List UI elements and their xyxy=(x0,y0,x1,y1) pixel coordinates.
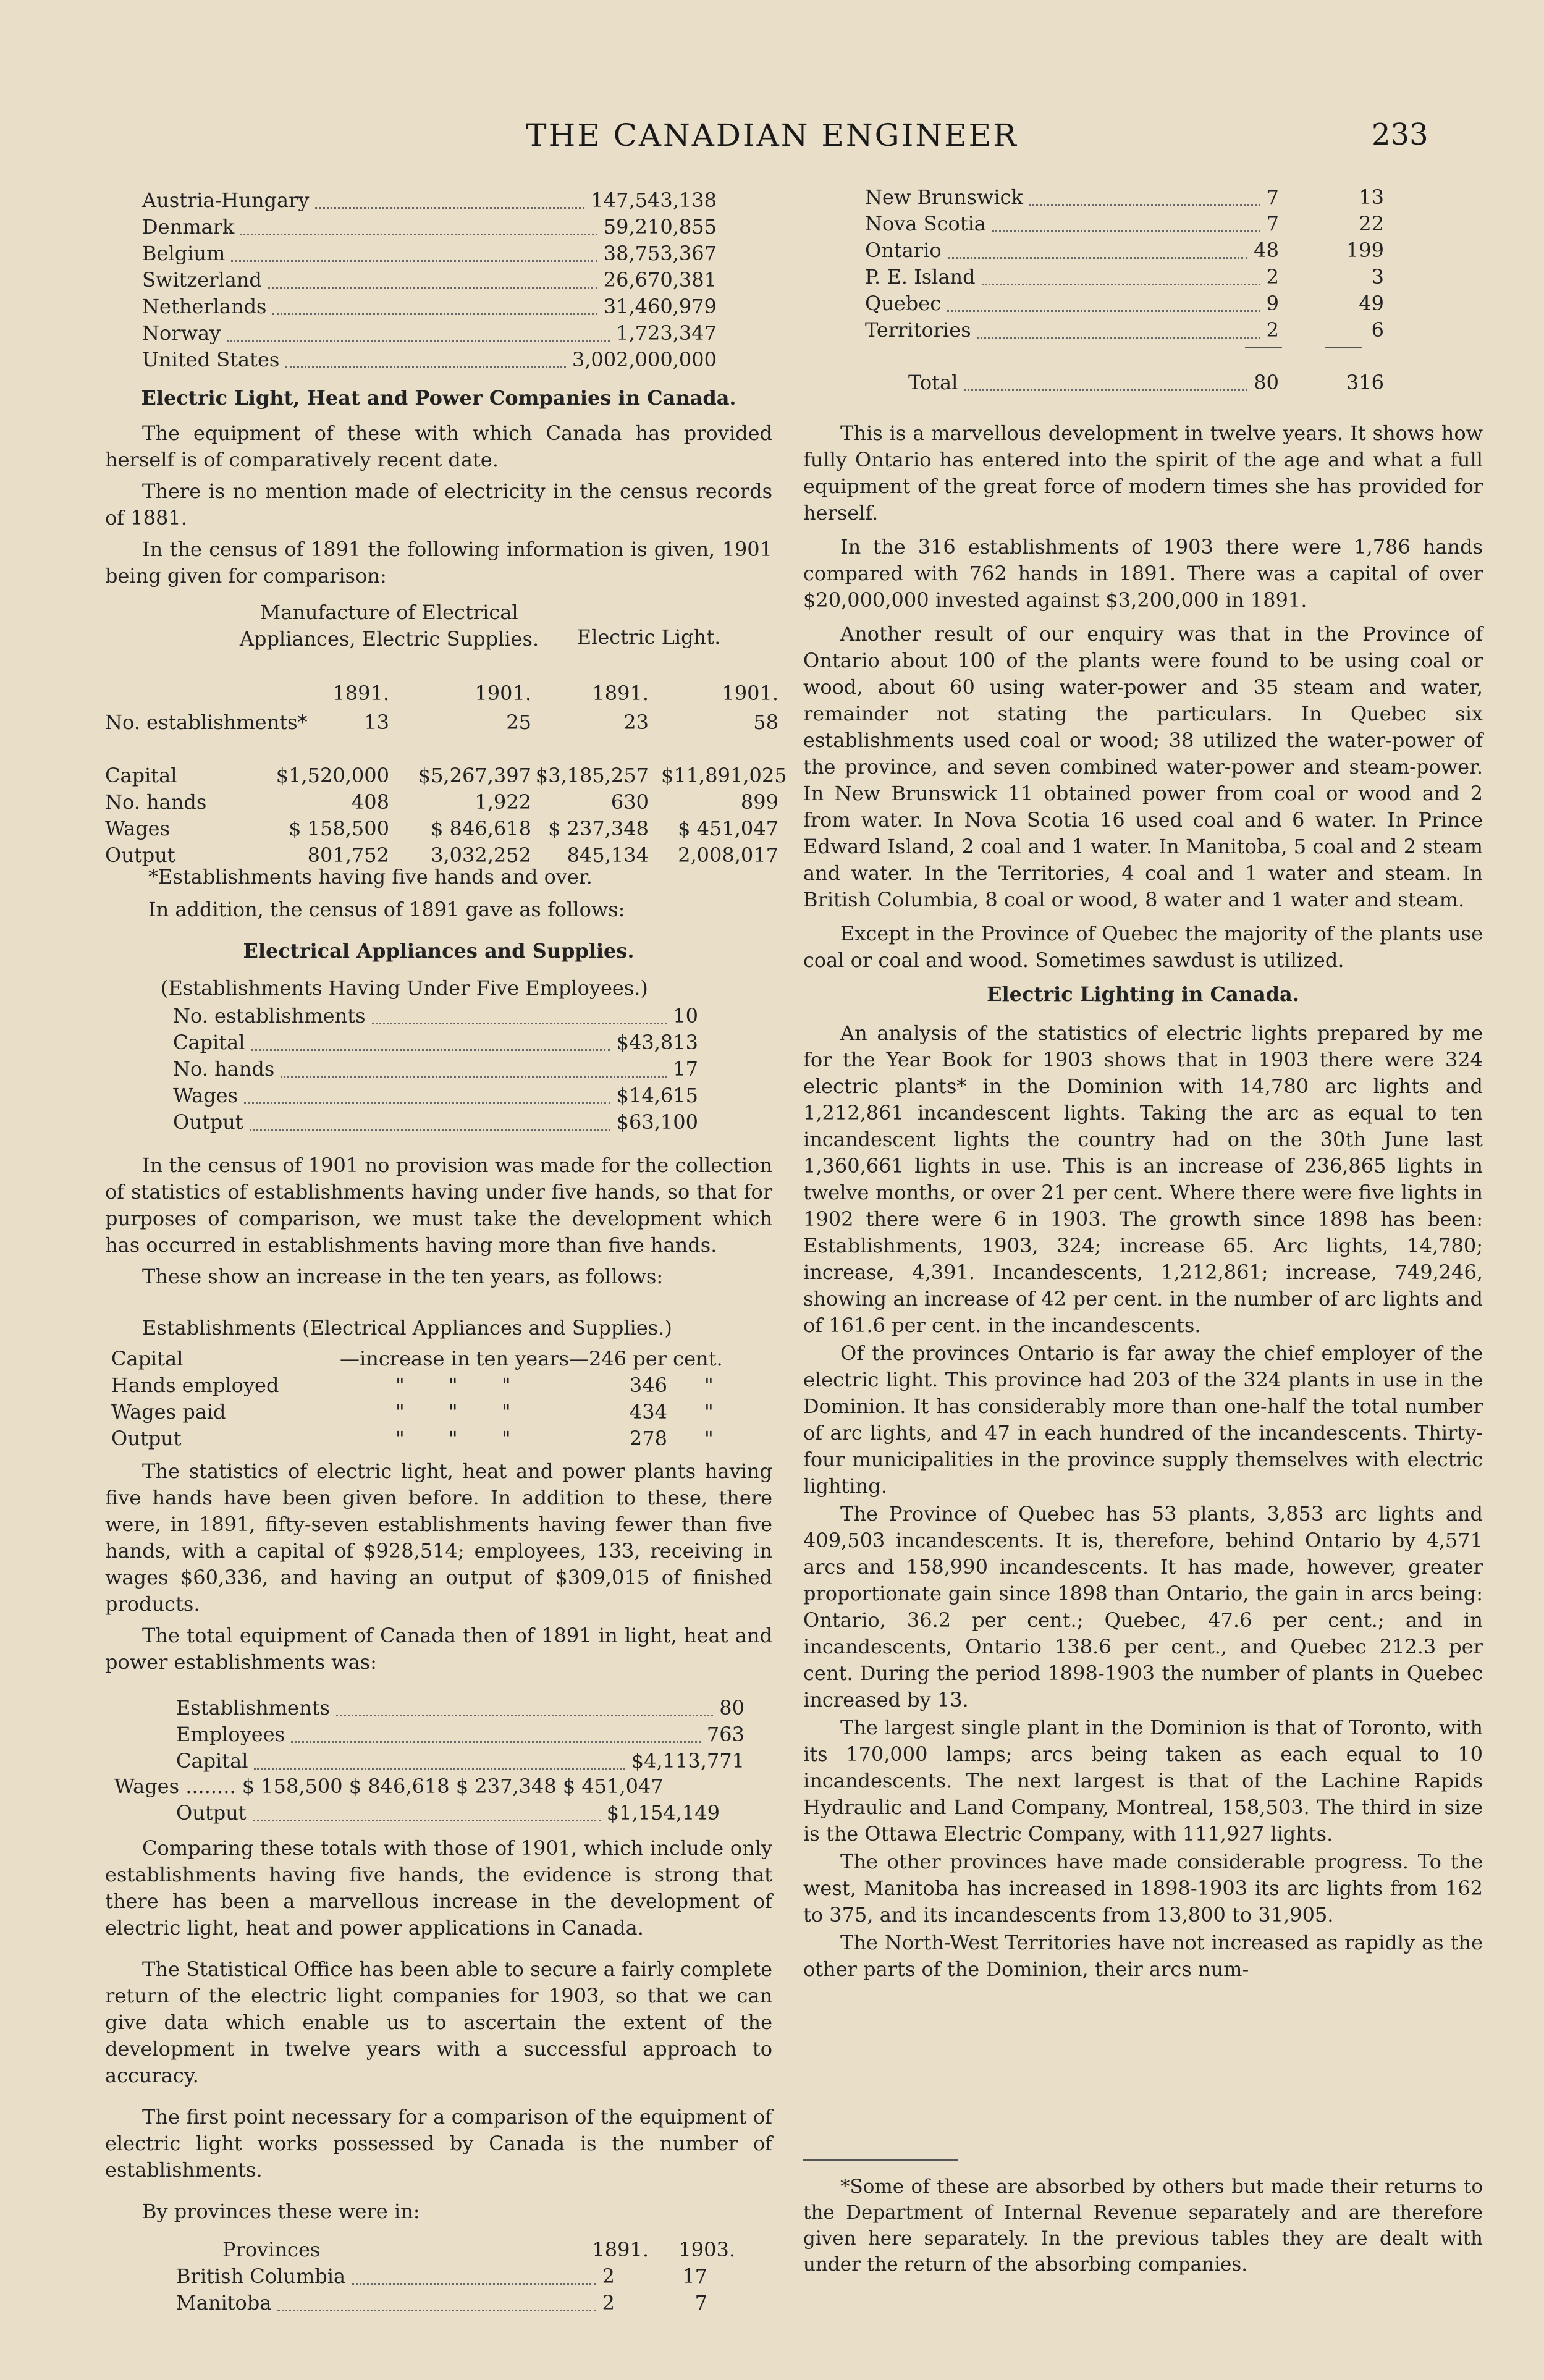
year-header: 1901. xyxy=(475,682,531,705)
item-label: P. E. Island xyxy=(865,265,976,289)
paragraph: Another result of our enquiry was that in the Province of Ontario about 100 of the plants were found to be using coal or wood, about 60 using water-power and 35 steam and water, remainder not stating the particulars. In Quebec six establishments used coal or wood; 38 utilized the water-power of the province, and seven combined water-power and steam-power. In New Brunswick 11 obtained power from coal or wood and 2 from water. In Nova Scotia 16 used coal and 6 water. In Prince Edward Island, 2 coal and 1 water. In Manitoba, 5 coal and 2 steam and water. In the Territories, 4 coal and 1 water and steam. In British Columbia, 8 coal or wood, 8 water and 1 water and steam. xyxy=(803,622,1483,911)
list-item xyxy=(865,185,1396,212)
item-value: 199 xyxy=(1346,238,1384,262)
list-item xyxy=(111,1347,772,1374)
paragraph: In addition, the census of 1891 gave as follows: xyxy=(148,898,625,921)
dot-leader xyxy=(982,265,1260,285)
paragraph: The equipment of these with which Canada has provided herself is of comparatively recent date. xyxy=(105,421,772,471)
cell: $5,267,397 xyxy=(418,764,531,787)
cell: 408 xyxy=(351,790,389,814)
cell: 58 xyxy=(753,711,778,734)
dot-leader xyxy=(291,1723,701,1743)
item-value: 2 xyxy=(1266,318,1279,342)
list-item xyxy=(176,1696,745,1723)
item-value: 31,460,979 xyxy=(603,295,717,318)
table-head-electric-light: Electric Light. xyxy=(576,625,721,649)
country-row xyxy=(142,348,717,374)
ditto-marks: " " " xyxy=(395,1400,511,1424)
cell: 899 xyxy=(740,790,778,814)
cell: 1,922 xyxy=(475,790,531,814)
item-label: Capital xyxy=(173,1031,245,1054)
list-item xyxy=(111,1400,772,1427)
item-label: Territories xyxy=(865,318,971,342)
paragraph: Comparing these totals with those of 1901, which include only establishments having five hands, the evidence is strong that there has been a marvellous increase in the development of electric light, heat and power applications in Canada. xyxy=(105,1836,772,1939)
item-value: 49 xyxy=(1359,292,1384,315)
paragraph: The Statistical Office has been able to secure a fairly complete return of the electric light companies for 1903, so that we can give data which enable us to ascertain the extent of the development in twelve years with a successful approach to accuracy. xyxy=(105,1957,772,2087)
dot-leader xyxy=(277,2291,596,2311)
left-middle-paragraphs xyxy=(105,1152,772,1295)
country-row xyxy=(142,295,717,321)
right-paragraphs xyxy=(803,420,1483,1984)
row-label: Output xyxy=(105,843,175,867)
item-label: Norway xyxy=(142,321,221,345)
subheading: Establishments (Electrical Appliances and Supplies.) xyxy=(142,1316,672,1340)
paragraph: The North-West Territories have not increased as rapidly as the other parts of the Dominion, their arcs num- xyxy=(803,1931,1483,1981)
item-label: British Columbia xyxy=(176,2264,346,2288)
item-value: $14,615 xyxy=(616,1084,698,1107)
list-item xyxy=(173,1084,698,1110)
item-value: $1,154,149 xyxy=(606,1801,720,1825)
item-value: 80 xyxy=(719,1696,745,1720)
dot-leader xyxy=(254,1749,625,1770)
item-value: —increase in ten years—246 per cent. xyxy=(340,1347,723,1370)
row-label: Wages xyxy=(105,817,171,840)
paragraph: An analysis of the statistics of electric lights prepared by me for the Year Book for 1903 shows that in 1903 there were 324 electric plants* in the Dominion with 14,780 arc lights and 1,212,861 incandescent lights. Taking the arc as equal to ten incandescent lights the country had on the 30th June last 1,360,661 lights in use. This is an increase of 236,865 lights in twelve months, or over 21 per cent. Where there were five lights in 1902 there were 6 in 1903. The growth since 1898 has been: Establishments, 1903, 324; increase 65. Arc lights, 14,780; increase, 4,391. Incandescents, 1,212,861; increase, 749,246, showing an increase of 42 per cent. in the number of arc lights and of 161.6 per cent. in the incandescents. xyxy=(803,1021,1483,1337)
item-label: Output xyxy=(111,1427,182,1450)
table-head-appliances: Manufacture of Electrical Appliances, Electric Supplies. xyxy=(239,601,539,651)
table-years-row xyxy=(105,682,778,708)
cell: 3,032,252 xyxy=(431,843,531,867)
item-label: No. hands xyxy=(173,1057,275,1081)
item-value: 26,670,381 xyxy=(603,268,717,292)
dot-leader xyxy=(372,1004,667,1024)
paragraph: The other provinces have made considerable progress. To the west, Manitoba has increased in 1898-1903 its arc lights from 162 to 375, and its incandescents from 13,800 to 31,905. xyxy=(803,1850,1483,1926)
item-value: 147,543,138 xyxy=(591,188,717,212)
provinces-label: Provinces xyxy=(222,2238,321,2261)
cell: $1,520,000 xyxy=(276,764,389,787)
sum-rule xyxy=(1245,347,1282,348)
dot-leader xyxy=(268,268,597,289)
heading-electric-lighting: Electric Lighting in Canada. xyxy=(987,982,1299,1006)
year-header: 1891. xyxy=(592,2238,649,2261)
item-value: 13 xyxy=(1359,185,1384,209)
item-label: Wages paid xyxy=(111,1400,226,1424)
item-value: 7 xyxy=(1266,212,1279,235)
paragraph: The first point necessary for a comparison of the equipment of electric light works possessed by Canada is the number of establishments. xyxy=(105,2105,772,2182)
ditto-marks: " " " xyxy=(395,1374,511,1397)
item-label: Wages xyxy=(173,1084,238,1107)
cell: $ 451,047 xyxy=(678,817,778,840)
dot-leader xyxy=(947,292,1260,312)
item-value: $43,813 xyxy=(616,1031,698,1054)
list-item xyxy=(173,1057,698,1084)
left-paragraphs-3 xyxy=(105,1835,772,2230)
table-row xyxy=(105,764,787,790)
item-label: No. establishments xyxy=(173,1004,366,1028)
item-value: 763 xyxy=(706,1723,745,1746)
list-item xyxy=(176,2264,707,2291)
paragraph: In the census of 1901 no provision was made for the collection of statistics of establishments having under five hands, so that for purposes of comparison, we must take the development which has occurred in establishments having more than five hands. xyxy=(105,1154,772,1257)
year-header: 1891. xyxy=(592,682,649,705)
dot-leader xyxy=(250,1110,610,1131)
paragraph: By provinces these were in: xyxy=(142,2200,420,2223)
paragraph: Of the provinces Ontario is far away the chief employer of the electric light. This province had 203 of the 324 plants in use in the Dominion. It has considerably more than one-half the total number of arc lights, and 47 in each hundred of the incandescents. Thirty-four municipalities in the province supply themselves with electric lighting. xyxy=(803,1341,1483,1498)
ditto-mark: " xyxy=(704,1400,714,1424)
item-label: Austria-Hungary xyxy=(142,188,310,212)
paragraph: The total equipment of Canada then of 1891 in light, heat and power establishments was: xyxy=(105,1624,772,1674)
item-value: 17 xyxy=(673,1057,698,1081)
list-item xyxy=(176,1801,720,1828)
item-value: 80 xyxy=(1254,371,1279,394)
dot-leader xyxy=(244,1084,610,1104)
dot-leader xyxy=(285,348,566,368)
list-item xyxy=(173,1110,698,1137)
journal-title: THE CANADIAN ENGINEER xyxy=(526,117,1018,153)
paragraph: In the census of 1891 the following information is given, 1901 being given for comparison: xyxy=(105,538,772,588)
list-item xyxy=(176,1723,745,1749)
dot-leader xyxy=(948,238,1247,259)
row-label: Capital xyxy=(105,764,177,787)
item-label: Establishments xyxy=(176,1696,330,1720)
heading-electric-companies: Electric Light, Heat and Power Companies in Canada. xyxy=(141,386,736,410)
item-value: 346 xyxy=(629,1374,667,1397)
table-row xyxy=(105,711,778,737)
item-label: Manitoba xyxy=(176,2291,272,2315)
item-value: 2 xyxy=(602,2264,615,2288)
item-value: 38,753,367 xyxy=(603,242,717,265)
table-footnote: *Establishments having five hands and over. xyxy=(148,865,593,888)
item-value: 9 xyxy=(1266,292,1279,315)
provinces-header xyxy=(105,2238,772,2264)
cell: $11,891,025 xyxy=(661,764,787,787)
dot-leader xyxy=(281,1057,667,1078)
item-value: $63,100 xyxy=(616,1110,698,1134)
country-row xyxy=(142,188,717,215)
dot-leader xyxy=(227,321,610,342)
cell: 630 xyxy=(610,790,649,814)
cell: 13 xyxy=(364,711,389,734)
list-item xyxy=(176,1749,745,1776)
year-header: 1903. xyxy=(678,2238,735,2261)
country-row xyxy=(142,215,717,242)
ditto-mark: " xyxy=(704,1427,714,1450)
item-label: Ontario xyxy=(865,238,942,262)
item-value: 278 xyxy=(629,1427,667,1450)
item-value: 17 xyxy=(682,2264,707,2288)
list-item xyxy=(111,1374,772,1400)
paragraph: Except in the Province of Quebec the majority of the plants use coal or coal and wood. Sometimes sawdust is utilized. xyxy=(803,922,1483,972)
item-value: 48 xyxy=(1254,238,1279,262)
item-label: Switzerland xyxy=(142,268,262,292)
list-item xyxy=(865,238,1396,265)
country-row xyxy=(142,321,717,348)
item-value: $4,113,771 xyxy=(631,1749,745,1773)
cell: $ 846,618 xyxy=(431,817,531,840)
paragraph: The Province of Quebec has 53 plants, 3,853 arc lights and 409,503 incandescents. It is, therefore, behind Ontario by 4,571 arcs and 158,990 incandescents. It has made, however, greater proportionate gain since 1898 than Ontario, the gain in arcs being: Ontario, 36.2 per cent.; Quebec, 47.6 per cent.; and in incandescents, Ontario 138.6 per cent., and Quebec 212.3 per cent. During the period 1898-1903 the number of plants in Quebec increased by 13. xyxy=(803,1502,1483,1711)
item-value: 7 xyxy=(1266,185,1279,209)
item-label: United States xyxy=(142,348,280,371)
item-value: 22 xyxy=(1359,212,1384,235)
item-label: Quebec xyxy=(865,292,942,315)
item-label: Total xyxy=(908,371,958,394)
dot-leader xyxy=(964,371,1247,391)
cell: $3,185,257 xyxy=(535,764,649,787)
list-item xyxy=(176,2291,707,2318)
heading-appliances: Electrical Appliances and Supplies. xyxy=(243,939,635,963)
wages-line: Wages ........ $ 158,500 $ 846,618 $ 237,348 $ 451,047 xyxy=(114,1774,664,1798)
cell: 23 xyxy=(623,711,649,734)
country-row xyxy=(142,242,717,268)
list-item xyxy=(173,1004,698,1031)
list-item xyxy=(865,265,1396,292)
dot-leader xyxy=(977,318,1260,339)
item-value: 59,210,855 xyxy=(603,215,717,238)
dot-leader xyxy=(315,188,584,209)
paragraph: In the 316 establishments of 1903 there were 1,786 hands compared with 762 hands in 1891. There was a capital of over $20,000,000 invested against $3,200,000 in 1891. xyxy=(803,535,1483,612)
item-label: Employees xyxy=(176,1723,285,1746)
cell: $ 158,500 xyxy=(289,817,389,840)
dot-leader xyxy=(231,242,597,262)
cell: $ 237,348 xyxy=(548,817,649,840)
cell: 845,134 xyxy=(567,843,649,867)
subheading: (Establishments Having Under Five Employees.) xyxy=(161,976,648,1000)
item-label: Hands employed xyxy=(111,1374,279,1397)
dot-leader xyxy=(352,2264,596,2285)
year-header: 1891. xyxy=(332,682,389,705)
footnote: *Some of these are absorbed by others but made their returns to the Department of Internal Revenue separately and are therefore given here separately. In the previous tables they are dealt with under the return of the absorbing companies. xyxy=(803,2175,1483,2276)
paragraph: There is no mention made of electricity in the census records of 1881. xyxy=(105,479,772,530)
item-value: 1,723,347 xyxy=(616,321,717,345)
cell: 25 xyxy=(506,711,531,734)
item-label: Capital xyxy=(111,1347,184,1370)
item-label: Capital xyxy=(176,1749,248,1773)
item-value: 3 xyxy=(1371,265,1384,289)
paragraph: This is a marvellous development in twelve years. It shows how fully Ontario has entered into the spirit of the age and what a full equipment of the great force of modern times she has provided for herself. xyxy=(803,421,1483,525)
left-paragraphs-2 xyxy=(105,1458,772,1681)
sum-rule xyxy=(1325,347,1362,348)
row-label: No. hands xyxy=(105,790,207,814)
item-value: 6 xyxy=(1371,318,1384,342)
item-value: 2 xyxy=(1266,265,1279,289)
ditto-marks: " " " xyxy=(395,1427,511,1450)
item-label: Belgium xyxy=(142,242,226,265)
item-label: Output xyxy=(173,1110,243,1134)
footnote-divider xyxy=(803,2159,958,2161)
item-label: Denmark xyxy=(142,215,235,238)
dot-leader xyxy=(272,295,597,315)
paragraph: The largest single plant in the Dominion is that of Toronto, with its 170,000 lamps; arcs being taken as each equal to 10 incandescents. The next largest is that of the Lachine Rapids Hydraulic and Land Company, Montreal, 158,503. The third in size is the Ottawa Electric Company, with 111,927 lights. xyxy=(803,1716,1483,1846)
item-value: 10 xyxy=(673,1004,698,1028)
dot-leader xyxy=(336,1696,713,1716)
table-row xyxy=(105,790,778,817)
dot-leader xyxy=(992,212,1260,232)
item-value: 7 xyxy=(694,2291,707,2315)
dot-leader xyxy=(253,1801,601,1821)
page-number: 233 xyxy=(1372,117,1428,152)
item-value: 316 xyxy=(1346,371,1384,394)
paragraph: These show an increase in the ten years, as follows: xyxy=(142,1265,664,1288)
item-value: 2 xyxy=(602,2291,615,2315)
list-item xyxy=(111,1427,772,1453)
list-item xyxy=(865,292,1396,318)
item-label: Netherlands xyxy=(142,295,267,318)
item-value: 3,002,000,000 xyxy=(572,348,717,371)
list-item xyxy=(173,1031,698,1057)
dot-leader xyxy=(1029,185,1260,206)
total-row xyxy=(908,371,1396,397)
list-item xyxy=(865,318,1396,345)
cell: 2,008,017 xyxy=(678,843,778,867)
item-label: Nova Scotia xyxy=(865,212,986,235)
ditto-mark: " xyxy=(704,1374,714,1397)
table-row xyxy=(105,817,778,843)
left-intro-paragraphs xyxy=(105,420,772,594)
list-item xyxy=(865,212,1396,238)
dot-leader xyxy=(240,215,597,235)
cell: 801,752 xyxy=(307,843,389,867)
item-label: Output xyxy=(176,1801,247,1825)
dot-leader xyxy=(251,1031,610,1051)
country-row xyxy=(142,268,717,295)
paragraph: The statistics of electric light, heat and power plants having five hands have been given before. In addition to these, there were, in 1891, fifty-seven establishments having fewer than five hands, with a capital of $928,514; employees, 133, receiving in wages $60,336, and having an output of $309,015 of finished products. xyxy=(105,1459,772,1616)
item-value: 434 xyxy=(629,1400,667,1424)
year-header: 1901. xyxy=(722,682,778,705)
item-label: New Brunswick xyxy=(865,185,1023,209)
row-label: No. establishments* xyxy=(105,711,308,734)
